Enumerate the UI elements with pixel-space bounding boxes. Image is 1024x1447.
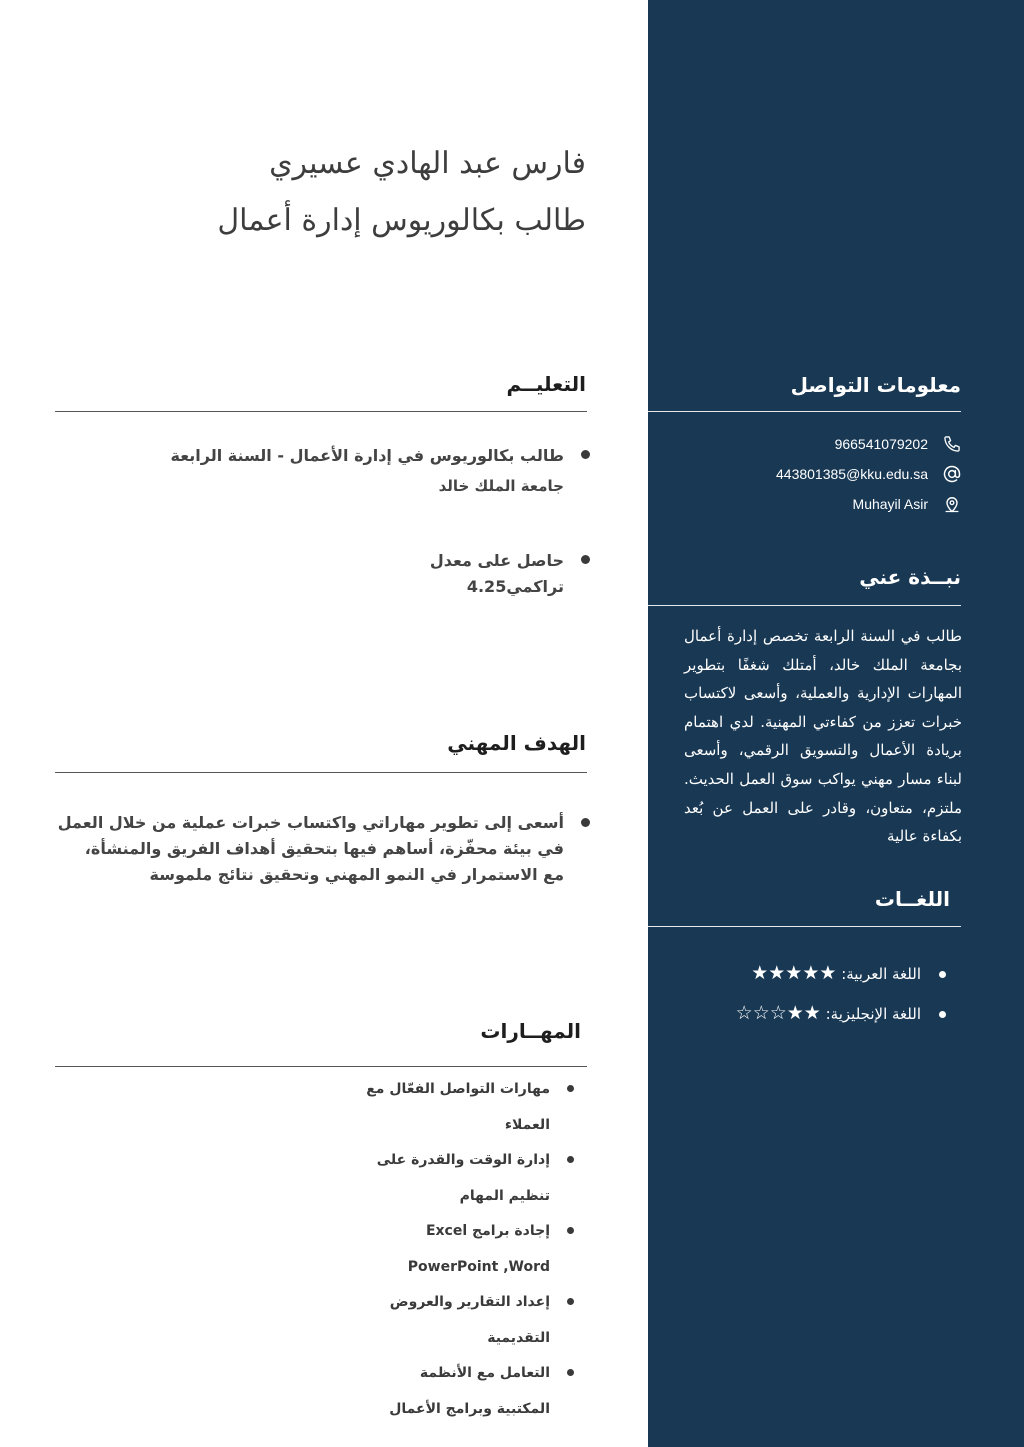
skill-line: التقديمية xyxy=(487,1330,550,1346)
education-degree: طالب بكالوريوس في إدارة الأعمال - السنة الرابعة xyxy=(170,446,564,465)
bullet-icon xyxy=(939,971,946,978)
at-icon xyxy=(942,464,962,484)
skill-line: العملاء xyxy=(504,1117,550,1133)
location-pin-icon xyxy=(942,494,962,514)
bullet-icon xyxy=(581,450,590,459)
phone-icon xyxy=(942,434,962,454)
bullet-icon xyxy=(567,1085,574,1092)
education-divider xyxy=(55,411,587,412)
education-heading: التعليــم xyxy=(506,372,586,396)
bullet-icon xyxy=(567,1298,574,1305)
skill-line: إدارة الوقت والقدرة على xyxy=(376,1152,550,1168)
about-heading: نبــذة عني xyxy=(859,565,961,589)
skill-line: إجادة برامج Excel xyxy=(425,1223,550,1239)
rating-stars: ★★☆☆☆ xyxy=(735,1002,821,1024)
job-title: طالب بكالوريوس إدارة أعمال xyxy=(217,203,586,238)
skill-item xyxy=(220,1284,550,1356)
objective-line: في بيئة محفّزة، أساهم فيها بتحقيق أهداف الفريق والمنشأة، xyxy=(84,839,564,858)
skills-divider xyxy=(55,1066,587,1067)
objective-divider xyxy=(55,772,587,773)
about-text: طالب في السنة الرابعة تخصص إدارة أعمال بجامعة الملك خالد، أمتلك شغفًا بتطوير المهارات الإدارية والعملية، وأسعى لاكتساب خبرات تعزز من كفاءتي المهنية. لدي اهتمام بريادة الأعمال والتسويق الرقمي، وأسعى لبناء مسار مهني يواكب سوق العمل الحديث. ملتزم، متعاون، وقادر على العمل عن بُعد بكفاءة عالية xyxy=(684,627,962,846)
objective-line: مع الاستمرار في النمو المهني وتحقيق نتائج ملموسة xyxy=(149,865,564,884)
objective-line: أسعى إلى تطوير مهاراتي واكتساب خبرات عملية من خلال العمل xyxy=(57,813,564,832)
sidebar xyxy=(648,0,1024,1447)
bullet-icon xyxy=(581,818,590,827)
skill-item xyxy=(220,1142,550,1214)
language-label: اللغة الإنجليزية: xyxy=(825,1005,921,1023)
language-label: اللغة العربية: xyxy=(841,965,921,983)
education-item xyxy=(46,548,586,600)
contact-email[interactable] xyxy=(682,462,962,486)
skill-item xyxy=(220,1355,550,1427)
skill-line: التعامل مع الأنظمة xyxy=(419,1365,550,1381)
language-item xyxy=(682,962,962,988)
objective-item xyxy=(26,810,586,888)
bullet-icon xyxy=(939,1011,946,1018)
languages-divider xyxy=(648,926,961,927)
education-university: جامعة الملك خالد xyxy=(438,477,564,495)
skill-line: تنظيم المهام xyxy=(459,1188,550,1204)
skill-item xyxy=(220,1071,550,1143)
bullet-icon xyxy=(567,1369,574,1376)
about-divider xyxy=(648,605,961,606)
skill-item xyxy=(220,1213,550,1285)
person-name: فارس عبد الهادي عسيري xyxy=(269,146,586,181)
email-address[interactable]: 443801385@kku.edu.sa xyxy=(776,466,928,482)
contact-divider xyxy=(648,411,961,412)
bullet-icon xyxy=(567,1156,574,1163)
skill-line: PowerPoint ,Word xyxy=(407,1259,550,1275)
bullet-icon xyxy=(581,555,590,564)
education-gpa-value: تراكمي4.25 xyxy=(466,577,564,596)
skill-line: إعداد التقارير والعروض xyxy=(389,1294,550,1310)
contact-heading: معلومات التواصل xyxy=(790,373,961,397)
bullet-icon xyxy=(567,1227,574,1234)
language-item xyxy=(682,1002,962,1028)
contact-phone[interactable] xyxy=(682,432,962,456)
objective-heading: الهدف المهني xyxy=(447,731,586,755)
skill-line: المكتبية وبرامج الأعمال xyxy=(389,1401,550,1417)
education-gpa-label: حاصل على معدل xyxy=(429,551,564,570)
skill-line: مهارات التواصل الفعّال مع xyxy=(366,1081,550,1097)
skills-heading: المهــارات xyxy=(480,1019,581,1043)
languages-heading: اللغــات xyxy=(874,887,950,911)
education-item xyxy=(46,444,586,498)
location-text: Muhayil Asir xyxy=(852,496,928,512)
rating-stars: ★★★★★ xyxy=(751,962,837,984)
contact-location xyxy=(682,492,962,516)
phone-number[interactable]: 966541079202 xyxy=(834,436,928,452)
